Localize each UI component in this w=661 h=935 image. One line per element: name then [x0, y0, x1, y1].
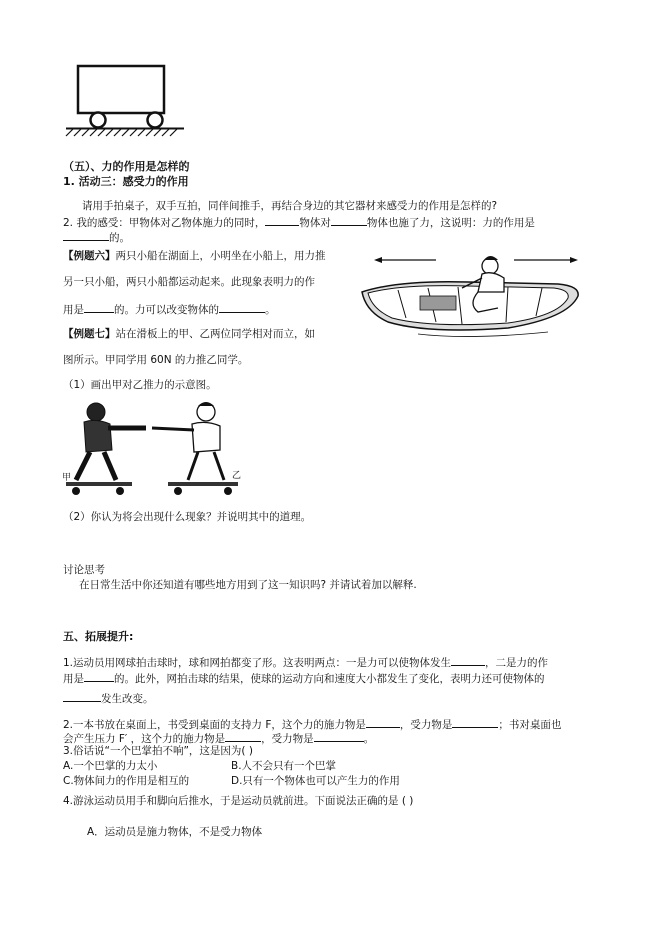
q2-text1b: ，受力物是	[399, 719, 453, 731]
feeling-end: 的。	[109, 232, 130, 244]
answer-blank[interactable]	[63, 690, 101, 702]
q2-text1c: ；书对桌面也	[498, 719, 562, 731]
q3-option-d[interactable]: D.只有一个物体也可以产生力的作用	[231, 775, 400, 787]
answer-blank[interactable]	[225, 730, 261, 742]
q3-option-c[interactable]: C.物体间力的作用是相互的	[63, 775, 190, 787]
q1-line2	[63, 670, 545, 686]
q1-line3	[63, 690, 154, 706]
q2-text2b: ，受力物是	[261, 733, 314, 745]
example7-q1: （1）画出甲对乙推力的示意图。	[63, 379, 217, 391]
q3-stem: 3.俗话说“一个巴掌拍不响”，这是因为( )	[63, 745, 253, 757]
feeling-line	[63, 214, 535, 230]
cart-figure	[60, 60, 185, 140]
answer-blank[interactable]	[451, 654, 485, 666]
q2-text2a: 会产生压力 F′ ，这个力的施力物是	[63, 733, 226, 745]
feeling-line-2	[63, 229, 130, 245]
feeling-prefix: 2. 我的感受：甲物体对乙物体施力的同时，	[63, 217, 266, 229]
section-heading: （五）、力的作用是怎样的	[63, 160, 190, 173]
answer-blank[interactable]	[84, 670, 114, 682]
q4-stem: 4.游泳运动员用手和脚向后推水，于是运动员就前进。下面说法正确的是 ( )	[63, 795, 414, 807]
answer-blank[interactable]	[452, 716, 498, 728]
example6-line3	[63, 301, 276, 317]
example6-line1	[63, 249, 326, 263]
feeling-mid1: 物体对	[299, 217, 331, 229]
activity-title: 1. 活动三：感受力的作用	[63, 175, 189, 188]
example7-line1	[63, 327, 315, 341]
q2-text1a: 2.一本书放在桌面上，书受到桌面的支持力 F，这个力的施力物是	[63, 719, 366, 731]
example7-text1: 站在滑板上的甲、乙两位同学相对而立，如	[115, 328, 315, 340]
discussion-text: 在日常生活中你还知道有哪些地方用到了这一知识吗? 并请试着加以解释.	[79, 579, 417, 591]
q1-line1	[63, 654, 548, 670]
example7-tag: 【例题七】	[63, 328, 116, 340]
answer-blank[interactable]	[366, 716, 400, 728]
label-jia: 甲	[62, 473, 72, 483]
discussion-title: 讨论思考	[63, 564, 105, 576]
q4-option-a[interactable]: A．运动员是施力物体，不是受力物体	[87, 826, 263, 838]
q1-text1a: 1.运动员用网球拍击球时，球和网拍都变了形。这表明两点：一是力可以使物体发生	[63, 657, 452, 669]
q1-text2b: 的。此外，网拍击球的结果，使球的运动方向和速度大小都发生了变化，表明力还可使物体的	[114, 673, 545, 685]
example6-tag: 【例题六】	[63, 250, 116, 262]
q3-option-a[interactable]: A.一个巴掌的力太小	[63, 760, 158, 772]
example7-q2: （2）你认为将会出现什么现象？并说明其中的道理。	[63, 511, 312, 523]
q2-text2c: 。	[363, 733, 375, 745]
extension-heading: 五、拓展提升:	[63, 630, 134, 643]
answer-blank[interactable]	[314, 730, 364, 742]
example7-line2: 图所示。甲同学用 60N 的力推乙同学。	[63, 354, 249, 366]
answer-blank[interactable]	[331, 214, 367, 226]
example6-text3a: 用是	[63, 304, 84, 316]
example6-text1: 两只小船在湖面上，小明坐在小船上，用力推	[115, 250, 326, 262]
q1-text2a: 用是	[63, 673, 84, 685]
q1-text1b: ，二是力的作	[485, 657, 549, 669]
label-yi: 乙	[232, 471, 242, 481]
answer-blank[interactable]	[219, 301, 265, 313]
example6-text3b: 的。力可以改变物体的	[114, 304, 219, 316]
answer-blank[interactable]	[63, 229, 109, 241]
answer-blank[interactable]	[84, 301, 114, 313]
q3-option-b[interactable]: B.人不会只有一个巴掌	[231, 760, 337, 772]
q1-text3: 发生改变。	[101, 693, 154, 705]
boat-figure	[358, 246, 590, 341]
answer-blank[interactable]	[265, 214, 299, 226]
example6-text3c: 。	[265, 304, 276, 316]
instruction-text: 请用手拍桌子，双手互拍，同伴间推手，再结合身边的其它器材来感受力的作用是怎样的?	[82, 200, 498, 212]
feeling-mid2: 物体也施了力，这说明：力的作用是	[366, 217, 535, 229]
example6-line2: 另一只小船，两只小船都运动起来。此现象表明力的作	[63, 276, 315, 288]
skateboard-figure	[60, 398, 245, 500]
